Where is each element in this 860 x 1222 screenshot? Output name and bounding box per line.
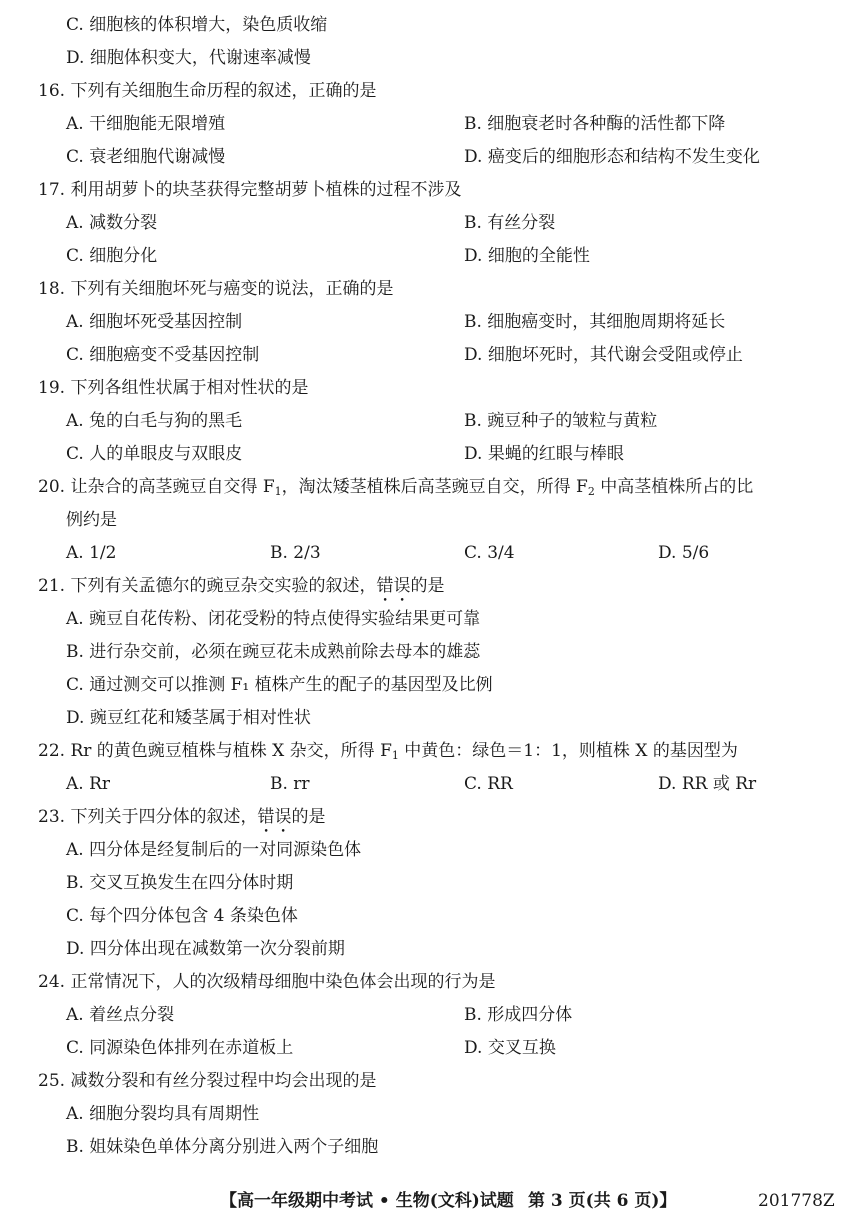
option-a: A. 四分体是经复制后的一对同源染色体 [66,840,362,860]
option-a: A. 减数分裂 [66,213,158,233]
option-a: A. 细胞分裂均具有周期性 [66,1104,260,1124]
question-25-stem: 25. 减数分裂和有丝分裂过程中均会出现的是 [38,1071,377,1091]
question-19-stem: 19. 下列各组性状属于相对性状的是 [38,378,309,398]
option-b: B. 姐妹染色单体分离分别进入两个子细胞 [66,1137,379,1157]
option-d: D. 四分体出现在减数第一次分裂前期 [66,939,345,959]
option-b: B. 交叉互换发生在四分体时期 [66,873,294,893]
option-d: D. 果蝇的红眼与棒眼 [464,444,624,464]
question-23-stem: 23. 下列关于四分体的叙述，错误的是 [38,807,326,827]
option-b: B. 细胞癌变时，其细胞周期将延长 [464,312,726,332]
option-b: B. 豌豆种子的皱粒与黄粒 [464,411,658,431]
question-17-options-row-1 [38,207,838,240]
question-24-options-row-2 [38,1032,838,1065]
question-16-stem: 16. 下列有关细胞生命历程的叙述，正确的是 [38,81,377,101]
question-24-options-row-1 [38,999,838,1032]
question-18-options-row-2 [38,339,838,372]
question-17-stem: 17. 利用胡萝卜的块茎获得完整胡萝卜植株的过程不涉及 [38,180,462,200]
option-b: B. 进行杂交前，必须在豌豆花未成熟前除去母本的雄蕊 [66,642,481,662]
option-d: D. 细胞坏死时，其代谢会受阻或停止 [464,345,743,365]
question-24-stem: 24. 正常情况下，人的次级精母细胞中染色体会出现的行为是 [38,972,496,992]
exam-content [38,9,838,1164]
option-a: A. 着丝点分裂 [66,1005,175,1025]
option-a: A. 豌豆自花传粉、闭花受粉的特点使得实验结果更可靠 [66,609,481,629]
option-b: B. 有丝分裂 [464,213,556,233]
question-18-options-row-1 [38,306,838,339]
option-c: C. 同源染色体排列在赤道板上 [66,1038,294,1058]
option-a: A. 兔的白毛与狗的黑毛 [66,411,243,431]
option-c: C. 3/4 [464,543,515,563]
option-c: C. 细胞癌变不受基因控制 [66,345,260,365]
emphasis-mark: 错误 [376,576,411,596]
question-20-stem: 20. 让杂合的高茎豌豆自交得 $F_1$，淘汰矮茎植株后高茎豌豆自交，所得 $F_2$ 中高茎植株所占的比 [38,477,754,498]
option-b: B. 2/3 [270,543,321,563]
question-21-stem: 21. 下列有关孟德尔的豌豆杂交实验的叙述，错误的是 [38,576,445,596]
page-footer [0,1186,860,1216]
question-20-options-row [38,537,838,570]
option-c: C. 人的单眼皮与双眼皮 [66,444,243,464]
question-22-options-row [38,768,838,801]
footer-exam-title: 【高一年级期中考试 • 生物(文科)试题 [220,1191,514,1211]
option-d: D. RR 或 Rr [658,774,757,794]
option-b: B. 形成四分体 [464,1005,573,1025]
option-c: C. 通过测交可以推测 F₁ 植株产生的配子的基因型及比例 [66,675,493,695]
option-d: D. 5/6 [658,543,710,563]
option-c: C. 细胞分化 [66,246,158,266]
option-d: D. 癌变后的细胞形态和结构不发生变化 [464,147,760,167]
option-d: D. 交叉互换 [464,1038,556,1058]
option-a: A. Rr [66,774,111,794]
question-19-options-row-2 [38,438,838,471]
option-b: B. rr [270,774,310,794]
option-a: A. 干细胞能无限增殖 [66,114,226,134]
question-20-stem-continued: 例约是 [66,510,117,530]
option-d: D. 豌豆红花和矮茎属于相对性状 [66,708,311,728]
option-c: C. 衰老细胞代谢减慢 [66,147,226,167]
question-16-options-row-2 [38,141,838,174]
option-a: A. 1/2 [66,543,117,563]
option-c: C. 每个四分体包含 4 条染色体 [66,906,298,926]
question-16-options-row-1 [38,108,838,141]
footer-page-number: 第 3 页(共 6 页)】 [528,1191,677,1211]
question-19-options-row-1 [38,405,838,438]
question-22-stem: 22. Rr 的黄色豌豆植株与植株 X 杂交，所得 $F_1$ 中黄色：绿色＝1：1，则植株 X 的基因型为 [38,741,738,762]
option-c: C. 细胞核的体积增大，染色质收缩 [66,15,328,35]
footer-code: 201778Z [758,1191,835,1211]
emphasis-mark: 错误 [257,807,292,827]
option-c: C. RR [464,774,513,794]
option-d: D. 细胞的全能性 [464,246,590,266]
option-a: A. 细胞坏死受基因控制 [66,312,243,332]
option-b: B. 细胞衰老时各种酶的活性都下降 [464,114,726,134]
option-d: D. 细胞体积变大，代谢速率减慢 [66,48,311,68]
question-18-stem: 18. 下列有关细胞坏死与癌变的说法，正确的是 [38,279,394,299]
question-17-options-row-2 [38,240,838,273]
